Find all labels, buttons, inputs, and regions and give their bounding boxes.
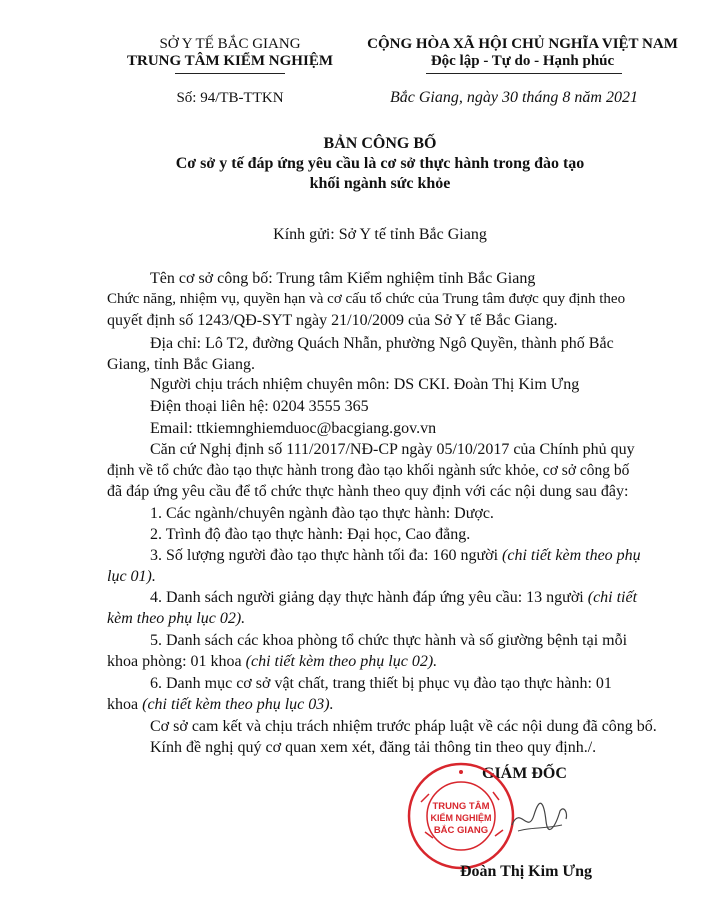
place-date: Bắc Giang, ngày 30 tháng 8 năm 2021 bbox=[390, 89, 638, 106]
item-6-line2 bbox=[107, 696, 334, 714]
item-6-text: khoa bbox=[107, 696, 139, 713]
body-responsible-person: Người chịu trách nhiệm chuyên môn: DS CKI. Đoàn Thị Kim Ưng bbox=[150, 376, 580, 393]
national-motto: Độc lập - Tự do - Hạnh phúc bbox=[430, 53, 615, 69]
body-address-line2: Giang, tỉnh Bắc Giang. bbox=[107, 356, 255, 373]
item-5-line1: 5. Danh sách các khoa phòng tổ chức thực hành và số giường bệnh tại mỗi bbox=[150, 632, 628, 649]
seal-text-2: KIỂM NGHIỆM bbox=[430, 813, 492, 823]
body-legal-basis-line2: định về tổ chức đào tạo thực hành trong đào tạo khối ngành sức khỏe, cơ sở công bố bbox=[107, 462, 630, 479]
body-email: Email: ttkiemnghiemduoc@bacgiang.gov.vn bbox=[150, 420, 437, 437]
body-functions-line1: Chức năng, nhiệm vụ, quyền hạn và cơ cấu tổ chức của Trung tâm được quy định theo bbox=[107, 291, 626, 307]
body-address-line1: Địa chỉ: Lô T2, đường Quách Nhẫn, phường Ngô Quyền, thành phố Bắc bbox=[150, 335, 614, 352]
item-4-note: (chi tiết bbox=[587, 589, 638, 606]
official-seal bbox=[407, 762, 515, 870]
body-functions-line2: quyết định số 1243/QĐ-SYT ngày 21/10/2009 của Sở Y tế Bắc Giang. bbox=[107, 312, 558, 329]
signer-role: GIÁM ĐỐC bbox=[482, 765, 567, 782]
item-4-line1 bbox=[150, 589, 637, 607]
body-legal-basis-line3: đã đáp ứng yêu cầu để tổ chức thực hành theo quy định với các nội dung sau đây: bbox=[107, 483, 629, 500]
item-3-note: (chi tiết kèm theo phụ bbox=[502, 547, 641, 564]
request: Kính đề nghị quý cơ quan xem xét, đăng tải thông tin theo quy định./. bbox=[150, 739, 597, 756]
document-subtitle-line2: khối ngành sức khỏe bbox=[309, 175, 451, 192]
item-3-line2: lục 01). bbox=[107, 568, 156, 585]
body-phone: Điện thoại liên hệ: 0204 3555 365 bbox=[150, 398, 369, 415]
commitment: Cơ sở cam kết và chịu trách nhiệm trước pháp luật về các nội dung đã công bố. bbox=[150, 718, 657, 735]
agency-name: SỞ Y TẾ BẮC GIANG bbox=[159, 36, 301, 52]
item-5-note: (chi tiết kèm theo phụ lục 02). bbox=[245, 653, 438, 670]
item-3-line1 bbox=[150, 547, 641, 565]
seal-text-3: BẮC GIANG bbox=[433, 825, 489, 836]
recipient: Kính gửi: Sở Y tế tỉnh Bắc Giang bbox=[273, 226, 487, 243]
seal-text-1: TRUNG TÂM bbox=[432, 801, 490, 812]
item-4-line2: kèm theo phụ lục 02). bbox=[107, 610, 246, 627]
body-facility-name: Tên cơ sở công bố: Trung tâm Kiểm nghiệm tỉnh Bắc Giang bbox=[150, 270, 536, 287]
item-5-line2 bbox=[107, 653, 437, 671]
document-title: BẢN CÔNG BỐ bbox=[323, 135, 437, 152]
item-5-text: khoa phòng: 01 khoa bbox=[107, 653, 242, 670]
motto-underline bbox=[426, 73, 622, 74]
seal-star-icon bbox=[459, 770, 463, 774]
handwritten-signature bbox=[510, 795, 570, 840]
item-3-text: 3. Số lượng người đào tạo thực hành tối đa: 160 người bbox=[150, 547, 499, 564]
item-2: 2. Trình độ đào tạo thực hành: Đại học, Cao đẳng. bbox=[150, 526, 471, 543]
document-subtitle-line1: Cơ sở y tế đáp ứng yêu cầu là cơ sở thực hành trong đào tạo bbox=[175, 155, 585, 172]
item-4-text: 4. Danh sách người giảng dạy thực hành đáp ứng yêu cầu: 13 người bbox=[150, 589, 584, 606]
doc-number: Số: 94/TB-TTKN bbox=[176, 90, 284, 106]
item-1: 1. Các ngành/chuyên ngành đào tạo thực hành: Dược. bbox=[150, 505, 494, 522]
item-6-line1: 6. Danh mục cơ sở vật chất, trang thiết bị phục vụ đào tạo thực hành: 01 bbox=[150, 675, 612, 692]
signer-name: Đoàn Thị Kim Ưng bbox=[460, 863, 593, 880]
item-6-note: (chi tiết kèm theo phụ lục 03). bbox=[142, 696, 334, 713]
unit-name: TRUNG TÂM KIỂM NGHIỆM bbox=[127, 53, 333, 69]
body-legal-basis-line1: Căn cứ Nghị định số 111/2017/NĐ-CP ngày 05/10/2017 của Chính phủ quy bbox=[150, 441, 635, 458]
unit-underline bbox=[175, 73, 285, 74]
nation-name: CỘNG HÒA XÃ HỘI CHỦ NGHĨA VIỆT NAM bbox=[367, 36, 678, 52]
